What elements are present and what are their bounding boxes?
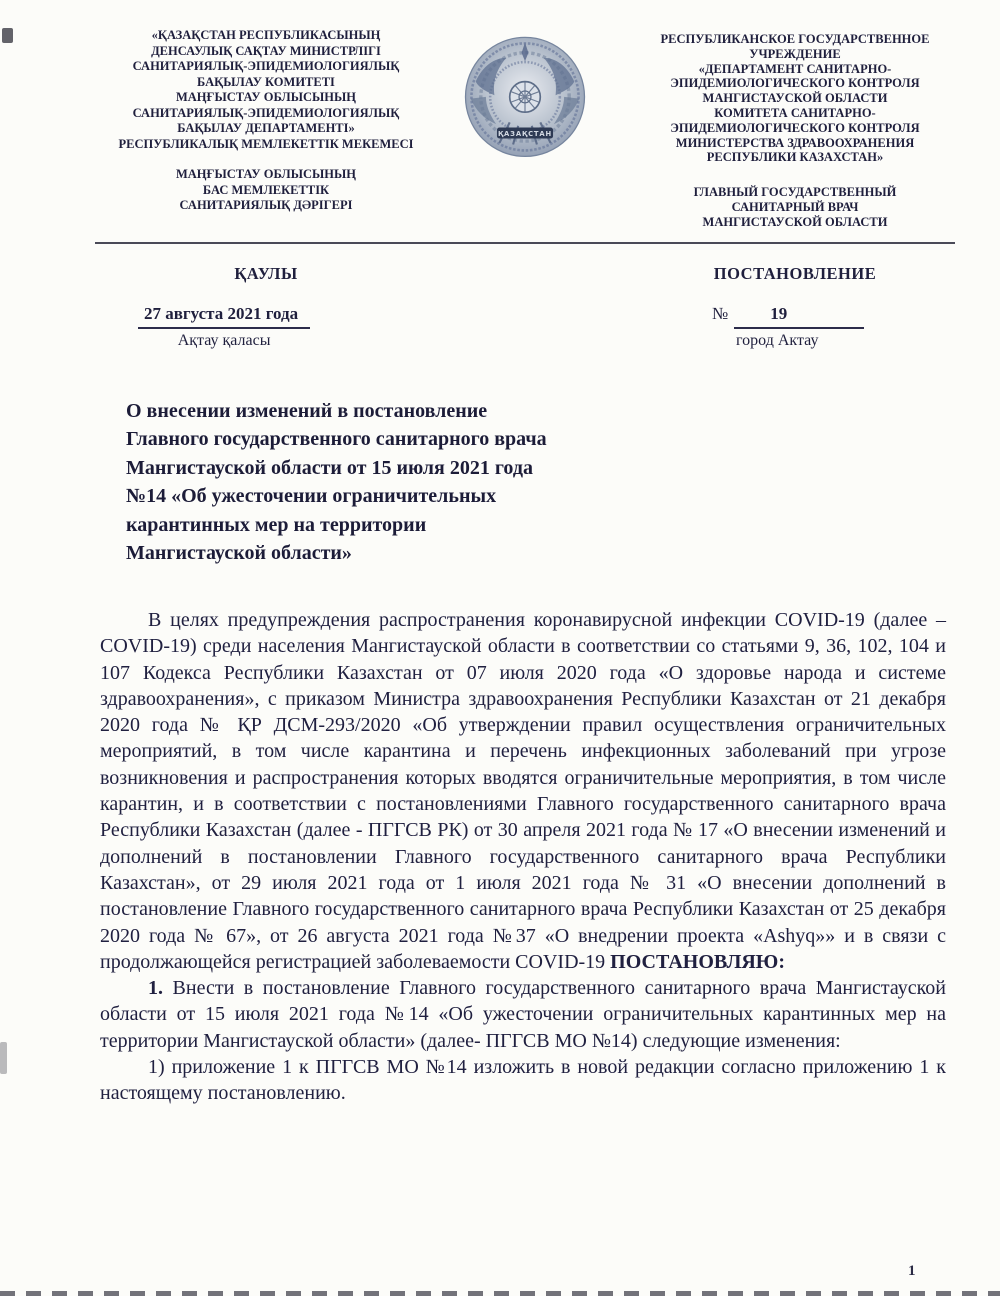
place-kazakh: Ақтау қаласы <box>177 332 271 349</box>
document-date: 27 августа 2021 года <box>138 304 310 329</box>
official-title-ru <box>620 185 970 229</box>
emblem-graphic <box>457 32 593 172</box>
org-line: «ҚАЗАҚСТАН РЕСПУБЛИКАСЫНЫҢ <box>151 28 381 42</box>
resolve-word: ПОСТАНОВЛЯЮ: <box>610 950 785 973</box>
body-paragraph-intro <box>100 607 946 975</box>
org-line: САНИТАРИЯЛЫҚ-ЭПИДЕМИОЛОГИЯЛЫҚ <box>132 59 400 73</box>
intro-text: В целях предупреждения распространения коронавирусной инфекции COVID-19 (далее – COVID-19) среди населения Мангистауской области в соответствии со статьями 9, 36, 102, 104 и 107 Кодекса Республики Казахстан от 07 июля 2020 года «О здоровье народа и системе здравоохранения», с приказом Министра здравоохранения Республики Казахстан от 21 декабря 2020 года № ҚР ДСМ-293/2020 «Об утверждении правил осуществления ограничительных мероприятий, в том числе карантина и перечень инфекционных заболеваний при угрозе возникновения и распространения которых вводятся ограничительные мероприятия, в том числе карантин, и в соответствии с постановлениями Главного государственного санитарного врача Республики Казахстан (далее - ПГГСВ РК) от 30 апреля 2021 года № 17 «О внесении изменений и дополнений в постановлении Главного государственного санитарного врача Республики Казахстан», от 29 июля 2021 года от 1 июля 2021 года № 31 «О внесении дополнений в постановление Главного государственного санитарного врача Республики Казахстан от 25 декабря 2020 года № 67», от 26 августа 2021 года №37 «О внедрении проекта «Ashyq»» и в связи с продолжающейся регистрацией заболеваемости COVID-19 <box>100 609 946 973</box>
doc-type-russian: ПОСТАНОВЛЕНИЕ <box>713 264 877 283</box>
item-text: Внести в постановление Главного государственного санитарного врача Мангистауской области от 15 июля 2021 года №14 «Об ужесточении ограничительных карантинных мер на территории Мангистауской области» (далее- ПГГСВ МО №14) следующие изменения: <box>100 977 947 1052</box>
kazakhstan-state-emblem-icon <box>446 28 604 172</box>
org-line: МИНИСТЕРСТВА ЗДРАВООХРАНЕНИЯ <box>675 135 915 150</box>
org-line: РЕСПУБЛИКИ КАЗАХСТАН» <box>706 150 884 165</box>
org-line: ЭПИДЕМИОЛОГИЧЕСКОГО КОНТРОЛЯ <box>670 120 920 135</box>
org-name-ru <box>620 32 970 165</box>
body-paragraph-item1-sub1 <box>100 1054 946 1107</box>
item-number: 1. <box>148 977 163 1000</box>
subitem-text: 1) приложение 1 к ПГГСВ МО №14 изложить в новой редакции согласно приложению 1 к настоящему постановлению. <box>100 1056 946 1105</box>
title-line: О внесении изменений в постановление <box>126 400 488 422</box>
doc-type-kazakh: ҚАУЛЫ <box>234 264 298 283</box>
document-number-line <box>712 304 864 329</box>
org-line: ДЕНСАУЛЫҚ САҚТАУ МИНИСТРЛІГІ <box>151 43 381 58</box>
emblem-banner-text: ҚАЗАҚСТАН <box>497 130 553 138</box>
official-line: БАС МЕМЛЕКЕТТІК <box>202 182 330 197</box>
official-line: САНИТАРНЫЙ ВРАЧ <box>731 199 859 214</box>
official-title-kk <box>86 167 446 214</box>
official-line: МАҢҒЫСТАУ ОБЛЫСЫНЫҢ <box>175 167 357 181</box>
org-name-kk <box>86 28 446 152</box>
place-russian: город Актау <box>736 332 819 349</box>
doc-type-row <box>0 264 1000 284</box>
letterhead-kazakh-column <box>86 28 446 214</box>
letterhead <box>0 28 1000 230</box>
title-line: №14 «Об ужесточении ограничительных <box>126 485 497 508</box>
org-line: БАҚЫЛАУ КОМИТЕТІ <box>197 74 335 89</box>
org-line: САНИТАРИЯЛЫҚ-ЭПИДЕМИОЛОГИЯЛЫҚ <box>132 105 400 120</box>
org-line: МАҢҒЫСТАУ ОБЛЫСЫНЫҢ <box>175 90 357 104</box>
org-line: КОМИТЕТА САНИТАРНО- <box>714 105 876 120</box>
title-line: Главного государственного санитарного врача <box>126 428 547 451</box>
org-line: БАҚЫЛАУ ДЕПАРТАМЕНТІ» <box>177 121 355 135</box>
letterhead-russian-column <box>620 28 970 230</box>
title-line: Мангистауской области от 15 июля 2021 года <box>126 456 533 479</box>
header-divider <box>95 242 955 244</box>
document-number: 19 <box>734 304 864 329</box>
title-line: карантинных мер на территории <box>126 513 427 536</box>
title-line: Мангистауской области» <box>126 542 352 565</box>
org-line: «ДЕПАРТАМЕНТ САНИТАРНО- <box>698 61 892 76</box>
org-line: РЕСПУБЛИКАНСКОЕ ГОСУДАРСТВЕННОЕ <box>660 32 930 46</box>
document-body <box>100 607 946 1107</box>
org-line: РЕСПУБЛИКАЛЫҚ МЕМЛЕКЕТТІК МЕКЕМЕСІ <box>118 136 414 151</box>
org-line: УЧРЕЖДЕНИЕ <box>749 46 841 61</box>
official-line: МАНГИСТАУСКОЙ ОБЛАСТИ <box>702 214 888 229</box>
number-block <box>712 304 864 350</box>
official-line: ГЛАВНЫЙ ГОСУДАРСТВЕННЫЙ <box>693 185 897 200</box>
page-number: 1 <box>908 1263 916 1279</box>
org-line: ЭПИДЕМИОЛОГИЧЕСКОГО КОНТРОЛЯ <box>670 76 920 91</box>
number-label: № <box>712 304 729 323</box>
body-paragraph-item1 <box>100 975 946 1054</box>
org-line: МАНГИСТАУСКОЙ ОБЛАСТИ <box>702 91 888 106</box>
document-title <box>126 397 706 567</box>
official-line: САНИТАРИЯЛЫҚ ДӘРІГЕРІ <box>179 198 353 212</box>
date-block <box>138 304 310 350</box>
scan-artifact-left-edge <box>0 1042 7 1074</box>
scan-artifact-bottom-edge <box>0 1291 1000 1296</box>
